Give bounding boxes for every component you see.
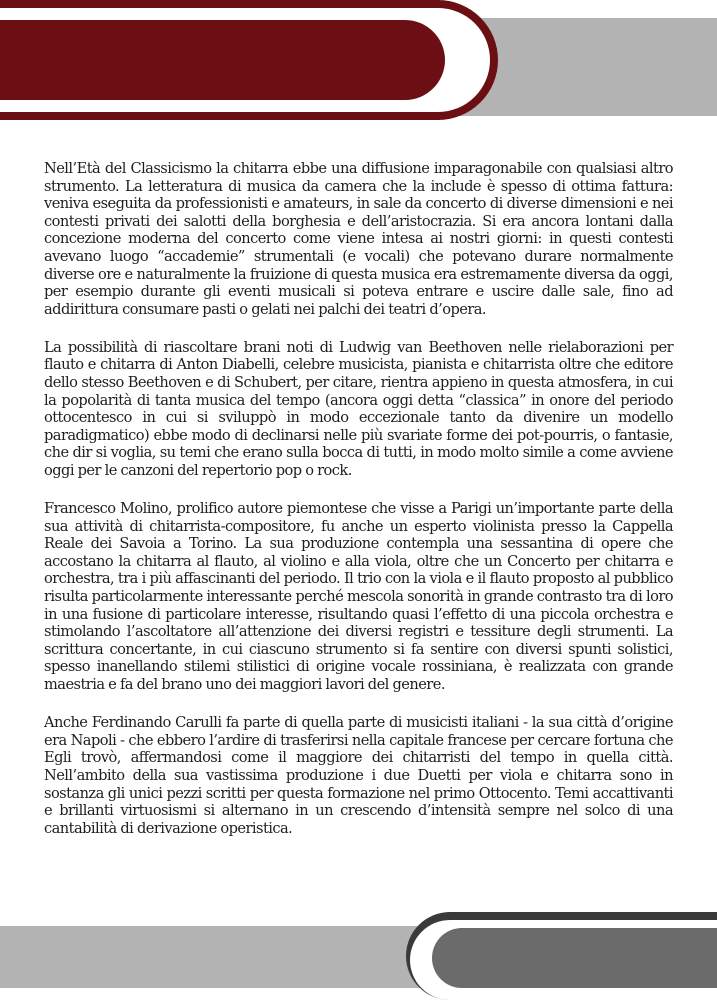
footer-gray-stripe (0, 926, 430, 988)
paragraph-molino: Francesco Molino, prolifico autore piemontese che visse a Parigi un’importante parte della sua attività di chitarrista-compositore, fu anche un esperto violinista presso la Cappella Reale dei Savoia a Torino. La sua produzione contempla una sessantina di opere che accostano la chitarra al flauto, al violino e alla viola, oltre che un Concerto per chitarra e orchestra, tra i più affascinanti del periodo. Il trio con la viola e il flauto proposto al pubblico risulta particolarmente interessante perché mescola sonorità in grande contrasto tra di loro in una fusione di particolare interesse, risultando quasi l’effetto di una piccola orchestra e stimolando l’ascoltatore all’attenzione dei diversi registri e tessiture degli strumenti. La scrittura concertante, in cui ciascuno strumento si fa sentire con diversi spunti solistici, spesso inanellando stilemi stilistici di origine vocale rossiniana, è realizzata con grande maestria e fa del brano uno dei maggiori lavori del genere. (44, 500, 673, 694)
paragraph-beethoven-diabelli: La possibilità di riascoltare brani noti di Ludwig van Beethoven nelle rielaborazioni per flauto e chitarra di Anton Diabelli, celebre musicista, pianista e chitarrista oltre che editore dello stesso Beethoven e di Schubert, per citare, rientra appieno in questa atmosfera, in cui la popolarità di tanta musica del tempo (ancora oggi detta “classica” in onore del periodo ottocentesco in cui si sviluppò in modo eccezionale tanto da divenire un modello paradigmatico) ebbe modo di declinarsi nelle più svariate forme dei pot-pourris, o fantasie, che dir si voglia, su temi che erano sulla bocca di tutti, in modo molto simile a come avviene oggi per le canzoni del repertorio pop o rock. (44, 338, 673, 479)
paragraph-classicism: Nell’Età del Classicismo la chitarra ebbe una diffusione imparagonabile con qualsiasi altro strumento. La letteratura di musica da camera che la include è spesso di ottima fattura: veniva eseguita da professionisti e amateurs, in sale da concerto di diverse dimensioni e nei contesti privati dei salotti della borghesia e dell’aristocrazia. Si era ancora lontani dalla concezione moderna del concerto come viene intesa ai nostri giorni: in questi contesti avevano luogo “accademie” strumentali (e vocali) che potevano durare normalmente diverse ore e naturalmente la fruizione di questa musica era estremamente diversa da oggi, per esempio durante gli eventi musicali si poteva entrare e uscire dalle sale, fino ad addirittura consumare pasti o gelati nei palchi dei teatri d’opera. (44, 160, 673, 318)
header-red-bar (0, 20, 445, 100)
header-banner (0, 0, 717, 120)
footer-gray-pill (432, 928, 717, 988)
article-body (44, 160, 673, 858)
paragraph-carulli: Anche Ferdinando Carulli fa parte di quella parte di musicisti italiani - la sua città d’origine era Napoli - che ebbero l’ardire di trasferirsi nella capitale francese per cercare fortuna che Egli trovò, affermandosi come il maggiore dei chitarristi del tempo in quella città. Nell’ambito della sua vastissima produzione i due Duetti per viola e chitarra sono in sostanza gli unici pezzi scritti per questa formazione nel primo Ottocento. Temi accattivanti e brillanti virtuosismi si alternano in un crescendo d’intensità sempre nel solco di una cantabilità di derivazione operistica. (44, 714, 673, 837)
footer-banner (0, 912, 717, 1000)
